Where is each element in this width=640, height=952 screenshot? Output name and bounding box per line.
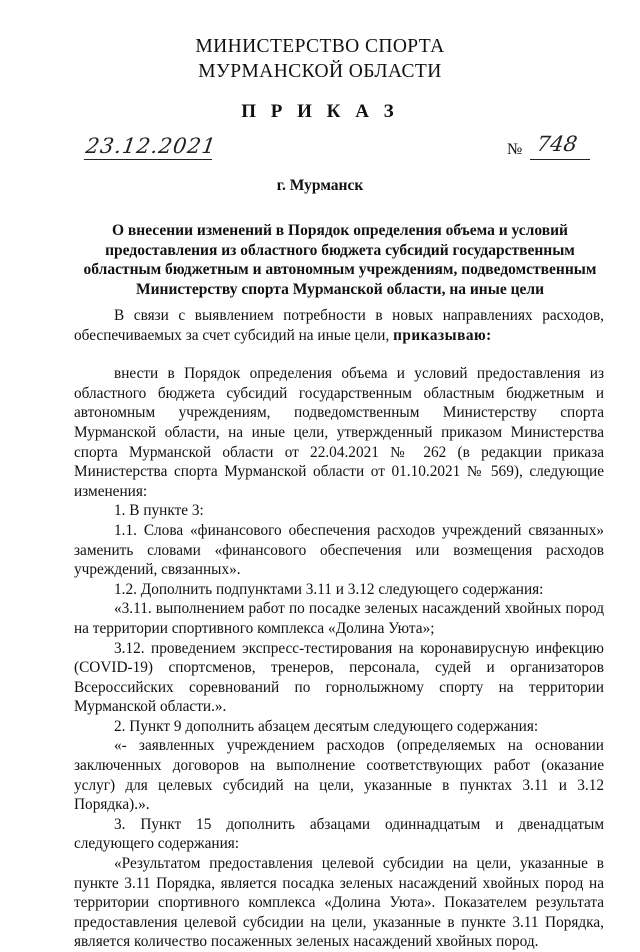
intro-text: В связи с выявлением потребности в новых направлениях расходов, обеспечиваемых за счет субсидий на иные цели, bbox=[74, 307, 604, 344]
paragraph-1: 1. В пункте 3: bbox=[114, 502, 204, 520]
paragraph-3-11: «3.11. выполнением работ по посадке зеленых насаждений хвойных пород на территории спортивного комплекса «Долина Уюта»; bbox=[74, 600, 604, 637]
intro-paragraph bbox=[74, 306, 604, 345]
paragraph-1-1: 1.1. Слова «финансового обеспечения расходов учреждений связанных» заменить словами «финансового обеспечения или возмещения расходов учреждений, связанных». bbox=[74, 521, 604, 579]
intro-bold: приказываю: bbox=[393, 326, 492, 344]
main-paragraph: внести в Порядок определения объема и условий предоставления из областного бюджета субсидий государственным областным бюджетным и автономным учреждениям, подведомственным Министерству спорта Мурманской области, на иные цели, утвержденный приказом Министерства спорта Мурманской области от 22.04.2021 № 262 (в редакции приказа Министерства спорта Мурманской области от 01.10.2021 № 569), следующие изменения: bbox=[74, 365, 604, 500]
order-number-label: № bbox=[507, 141, 523, 158]
paragraph-3: 3. Пункт 15 дополнить абзацами одиннадцатым и двенадцатым следующего содержания: bbox=[74, 815, 604, 853]
paragraph-3-12: 3.12. проведением экспресс-тестирования на коронавирусную инфекцию (COVID-19) спортсменов, тренеров, персонала, судей и организаторов Всероссийских соревнований по горнолыжному спорту на территории Мурманской области.». bbox=[74, 639, 604, 716]
paragraph-2-text: «- заявленных учреждением расходов (определяемых на основании заключенных договоров на выполнение соответствующих работ (оказание услуг) для целевых субсидий на цели, указанные в пунктах 3.11 и 3.12 Порядка).». bbox=[74, 737, 604, 814]
order-body bbox=[74, 306, 604, 952]
order-number: 748 bbox=[535, 132, 579, 156]
subject-line-3: областным бюджетным и автономным учреждениям, подведомственным bbox=[83, 261, 597, 278]
paragraph-2: 2. Пункт 9 дополнить абзацем десятым следующего содержания: bbox=[114, 717, 539, 735]
subject-line-2: предоставления из областного бюджета субсидий государственным bbox=[105, 241, 575, 259]
subject-line-4: Министерству спорта Мурманской области, на иные цели bbox=[135, 280, 545, 298]
paragraph-1-2: 1.2. Дополнить подпунктами 3.11 и 3.12 следующего содержания: bbox=[114, 580, 544, 598]
city: г. Мурманск bbox=[276, 177, 364, 194]
ministry-name bbox=[0, 34, 640, 84]
order-subject bbox=[70, 221, 610, 299]
subject-line-1: О внесении изменений в Порядок определения объема и условий bbox=[112, 222, 568, 239]
ministry-line-2: МУРМАНСКОЙ ОБЛАСТИ bbox=[198, 61, 442, 82]
order-title: П Р И К А З bbox=[241, 101, 399, 122]
paragraph-3-text: «Результатом предоставления целевой субсидии на цели, указанные в пункте 3.11 Порядка, является посадка зеленых насаждений хвойных пород на территории спортивного комплекса «Долина Уюта». Показателем результата предоставления целевой субсидии на цели, указанные в пункте 3.11 Порядка, является количество посаженных зеленых насаждений хвойных пород. bbox=[74, 855, 604, 951]
ministry-line-1: МИНИСТЕРСТВО СПОРТА bbox=[195, 36, 445, 57]
order-date: 23.12.2021 bbox=[84, 134, 218, 158]
